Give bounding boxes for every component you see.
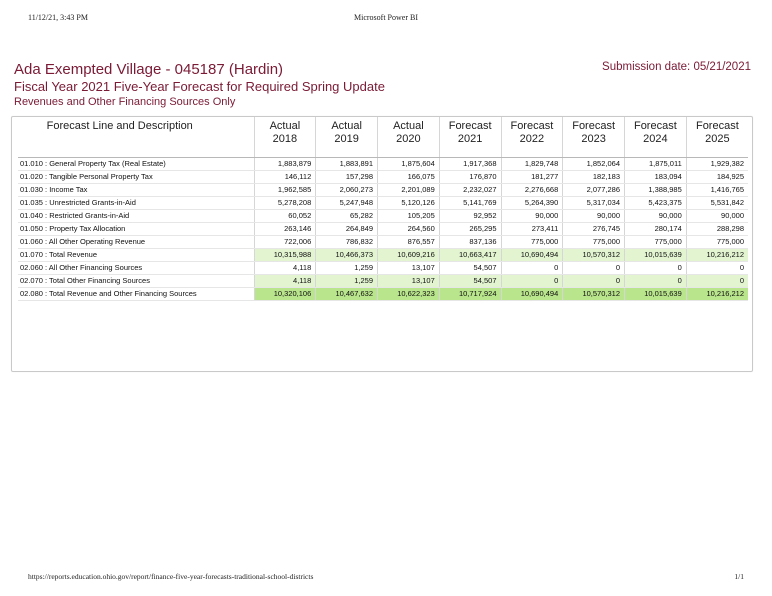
table-cell: 1,875,604 xyxy=(378,158,440,171)
print-url: https://reports.education.ohio.gov/report/finance-five-year-forecasts-traditional-school-districts xyxy=(28,572,314,581)
table-row[interactable] xyxy=(18,262,748,275)
report-title: Ada Exempted Village - 045187 (Hardin) xyxy=(14,61,284,78)
table-cell: 5,247,948 xyxy=(316,197,378,210)
table-cell: 90,000 xyxy=(501,210,563,223)
table-cell: 5,317,034 xyxy=(563,197,625,210)
table-row[interactable] xyxy=(18,223,748,236)
table-cell: 5,264,390 xyxy=(501,197,563,210)
table-cell: 775,000 xyxy=(686,236,748,249)
table-cell: 0 xyxy=(563,262,625,275)
row-label: 02.060 : All Other Financing Sources xyxy=(18,262,254,275)
table-cell: 264,560 xyxy=(378,223,440,236)
column-header-actual-2019[interactable] xyxy=(316,117,378,158)
row-label: 01.050 : Property Tax Allocation xyxy=(18,223,254,236)
table-cell: 54,507 xyxy=(439,275,501,288)
forecast-table xyxy=(18,117,748,301)
table-cell: 0 xyxy=(686,262,748,275)
table-cell: 60,052 xyxy=(254,210,316,223)
print-app-title: Microsoft Power BI xyxy=(354,13,418,22)
row-label: 01.030 : Income Tax xyxy=(18,184,254,197)
column-header-kind: Forecast xyxy=(572,120,616,132)
table-cell: 0 xyxy=(501,275,563,288)
table-cell: 1,829,748 xyxy=(501,158,563,171)
table-cell: 1,388,985 xyxy=(625,184,687,197)
row-label: 01.010 : General Property Tax (Real Estate) xyxy=(18,158,254,171)
report-subtitle: Fiscal Year 2021 Five-Year Forecast for Required Spring Update xyxy=(14,79,385,94)
print-header xyxy=(28,13,744,25)
table-cell: 157,298 xyxy=(316,171,378,184)
print-datetime: 11/12/21, 3:43 PM xyxy=(28,13,88,22)
column-header-year: 2021 xyxy=(457,133,483,145)
column-header-year: 2024 xyxy=(643,133,668,145)
table-cell: 786,832 xyxy=(316,236,378,249)
row-label: 02.080 : Total Revenue and Other Financing Sources xyxy=(18,288,254,301)
column-header-forecast-2021[interactable] xyxy=(439,117,501,158)
table-cell: 2,232,027 xyxy=(439,184,501,197)
table-cell: 288,298 xyxy=(686,223,748,236)
column-header-kind: Actual xyxy=(269,120,301,132)
table-cell: 1,875,011 xyxy=(625,158,687,171)
table-row[interactable] xyxy=(18,184,748,197)
table-cell: 13,107 xyxy=(378,262,440,275)
table-cell: 1,852,064 xyxy=(563,158,625,171)
submission-date: Submission date: 05/21/2021 xyxy=(602,61,751,73)
table-cell: 1,917,368 xyxy=(439,158,501,171)
table-cell: 276,745 xyxy=(563,223,625,236)
table-cell: 0 xyxy=(625,262,687,275)
column-header-forecast-2022[interactable] xyxy=(501,117,563,158)
table-header-row xyxy=(18,117,748,158)
table-row[interactable] xyxy=(18,171,748,184)
column-header-actual-2020[interactable] xyxy=(378,117,440,158)
table-cell: 10,609,216 xyxy=(378,249,440,262)
table-cell: 10,690,494 xyxy=(501,288,563,301)
table-cell: 105,205 xyxy=(378,210,440,223)
column-header-year: 2020 xyxy=(396,133,421,145)
table-row[interactable] xyxy=(18,249,748,262)
table-cell: 1,962,585 xyxy=(254,184,316,197)
table-cell: 0 xyxy=(625,275,687,288)
column-header-kind: Forecast xyxy=(695,120,739,132)
table-cell: 0 xyxy=(501,262,563,275)
table-cell: 876,557 xyxy=(378,236,440,249)
table-cell: 65,282 xyxy=(316,210,378,223)
table-cell: 4,118 xyxy=(254,275,316,288)
table-cell: 166,075 xyxy=(378,171,440,184)
table-cell: 10,216,212 xyxy=(686,249,748,262)
column-header-kind: Actual xyxy=(393,120,424,132)
row-label: 02.070 : Total Other Financing Sources xyxy=(18,275,254,288)
column-header-year: 2019 xyxy=(334,133,359,145)
column-header-forecast-2023[interactable] xyxy=(563,117,625,158)
table-cell: 5,423,375 xyxy=(625,197,687,210)
column-header-year: 2025 xyxy=(705,133,730,145)
table-cell: 1,929,382 xyxy=(686,158,748,171)
column-header-kind: Forecast xyxy=(510,120,554,132)
table-cell: 176,870 xyxy=(439,171,501,184)
table-row[interactable] xyxy=(18,236,748,249)
table-cell: 1,416,765 xyxy=(686,184,748,197)
table-cell: 183,094 xyxy=(625,171,687,184)
table-cell: 264,849 xyxy=(316,223,378,236)
table-cell: 146,112 xyxy=(254,171,316,184)
table-cell: 10,570,312 xyxy=(563,249,625,262)
column-header-year: 2023 xyxy=(581,133,606,145)
table-cell: 5,141,769 xyxy=(439,197,501,210)
row-label: 01.020 : Tangible Personal Property Tax xyxy=(18,171,254,184)
table-cell: 1,259 xyxy=(316,275,378,288)
table-cell: 182,183 xyxy=(563,171,625,184)
table-cell: 775,000 xyxy=(563,236,625,249)
row-label: 01.070 : Total Revenue xyxy=(18,249,254,262)
table-cell: 5,531,842 xyxy=(686,197,748,210)
table-row[interactable] xyxy=(18,158,748,171)
table-cell: 722,006 xyxy=(254,236,316,249)
forecast-table-visual xyxy=(11,116,753,372)
table-cell: 0 xyxy=(563,275,625,288)
column-header-forecast-2025[interactable] xyxy=(686,117,748,158)
table-cell: 10,466,373 xyxy=(316,249,378,262)
table-cell: 837,136 xyxy=(439,236,501,249)
table-cell: 10,717,924 xyxy=(439,288,501,301)
table-cell: 10,315,988 xyxy=(254,249,316,262)
table-cell: 10,622,323 xyxy=(378,288,440,301)
table-cell: 775,000 xyxy=(501,236,563,249)
report-section-title: Revenues and Other Financing Sources Only xyxy=(14,96,236,108)
table-cell: 90,000 xyxy=(686,210,748,223)
table-cell: 92,952 xyxy=(439,210,501,223)
print-page-number: 1/1 xyxy=(734,572,744,581)
table-cell: 280,174 xyxy=(625,223,687,236)
table-cell: 4,118 xyxy=(254,262,316,275)
table-row[interactable] xyxy=(18,210,748,223)
table-row[interactable] xyxy=(18,288,748,301)
print-footer xyxy=(28,572,744,584)
column-header-actual-2018[interactable] xyxy=(254,117,316,158)
table-cell: 13,107 xyxy=(378,275,440,288)
table-cell: 2,060,273 xyxy=(316,184,378,197)
table-cell: 1,259 xyxy=(316,262,378,275)
table-cell: 10,570,312 xyxy=(563,288,625,301)
table-cell: 263,146 xyxy=(254,223,316,236)
column-header-kind: Actual xyxy=(331,120,362,132)
table-cell: 273,411 xyxy=(501,223,563,236)
table-cell: 265,295 xyxy=(439,223,501,236)
column-header-kind: Forecast xyxy=(448,120,492,132)
table-cell: 2,201,089 xyxy=(378,184,440,197)
table-cell: 5,120,126 xyxy=(378,197,440,210)
table-cell: 0 xyxy=(686,275,748,288)
row-label: 01.035 : Unrestricted Grants-in-Aid xyxy=(18,197,254,210)
table-cell: 775,000 xyxy=(625,236,687,249)
column-header-kind: Forecast xyxy=(633,120,677,132)
table-cell: 1,883,891 xyxy=(316,158,378,171)
table-cell: 54,507 xyxy=(439,262,501,275)
table-cell: 90,000 xyxy=(625,210,687,223)
column-header-forecast-2024[interactable] xyxy=(625,117,687,158)
table-body xyxy=(18,158,748,301)
row-label: 01.040 : Restricted Grants-in-Aid xyxy=(18,210,254,223)
table-cell: 10,690,494 xyxy=(501,249,563,262)
column-header-year: 2022 xyxy=(519,133,545,145)
column-header-year: 2018 xyxy=(272,133,298,145)
table-cell: 2,077,286 xyxy=(563,184,625,197)
table-cell: 90,000 xyxy=(563,210,625,223)
table-cell: 181,277 xyxy=(501,171,563,184)
table-cell: 1,883,879 xyxy=(254,158,316,171)
table-cell: 10,015,639 xyxy=(625,249,687,262)
row-label: 01.060 : All Other Operating Revenue xyxy=(18,236,254,249)
table-cell: 184,925 xyxy=(686,171,748,184)
table-cell: 10,467,632 xyxy=(316,288,378,301)
table-cell: 2,276,668 xyxy=(501,184,563,197)
table-row[interactable] xyxy=(18,197,748,210)
table-cell: 5,278,208 xyxy=(254,197,316,210)
table-row[interactable] xyxy=(18,275,748,288)
table-cell: 10,320,106 xyxy=(254,288,316,301)
table-cell: 10,663,417 xyxy=(439,249,501,262)
table-cell: 10,015,639 xyxy=(625,288,687,301)
table-cell: 10,216,212 xyxy=(686,288,748,301)
column-header-description[interactable]: Forecast Line and Description xyxy=(18,117,254,158)
